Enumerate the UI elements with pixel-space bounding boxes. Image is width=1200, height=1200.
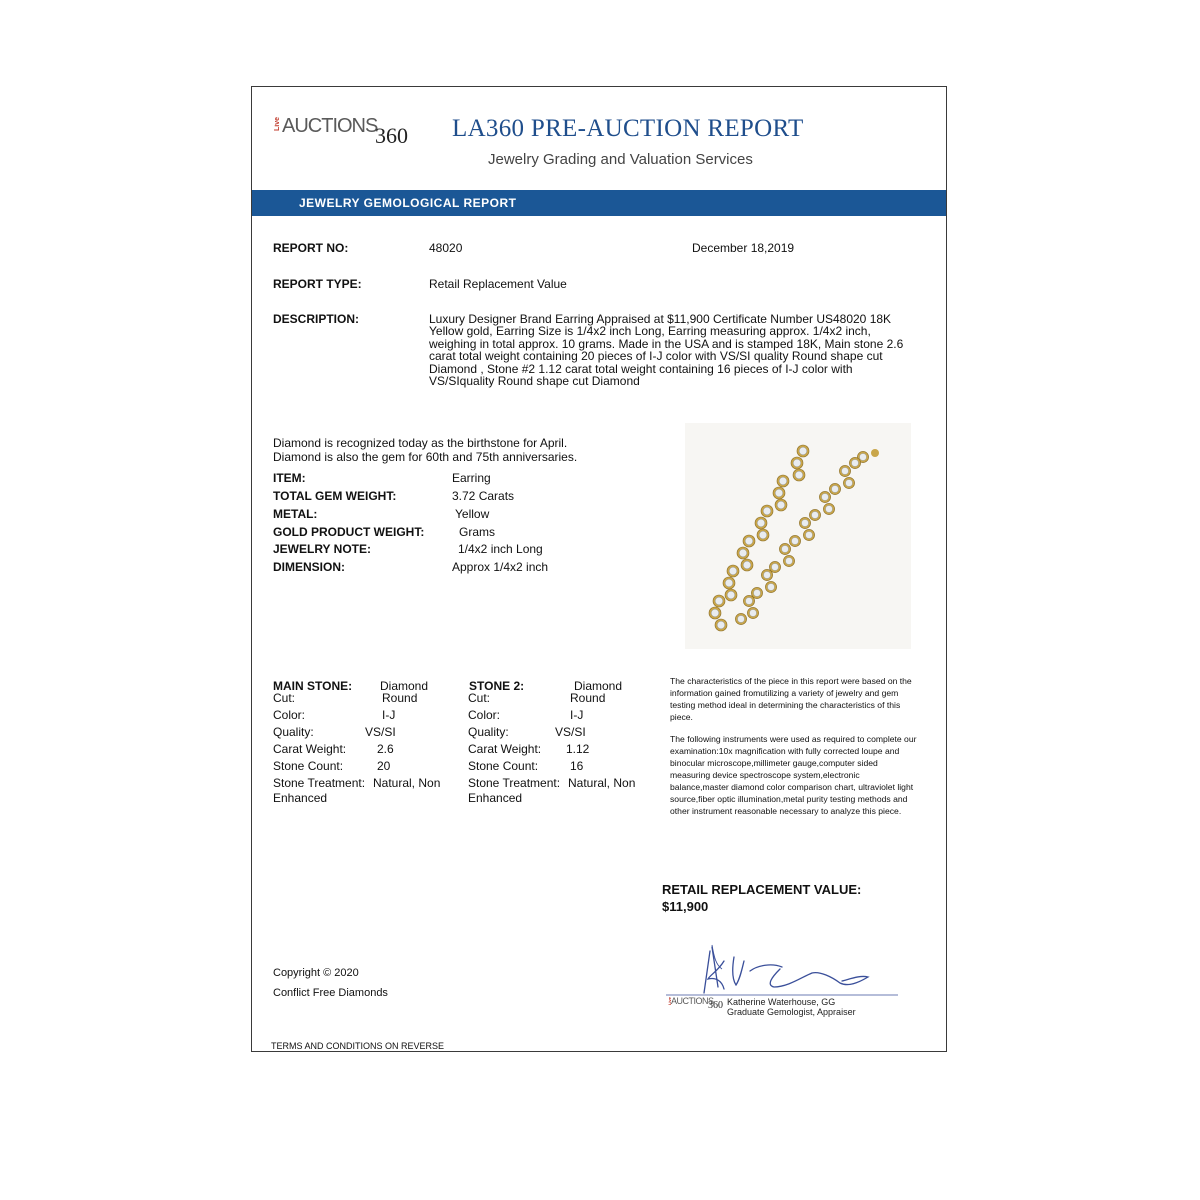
bezel-diamond — [793, 469, 805, 481]
banner-label: JEWELRY GEMOLOGICAL REPORT — [299, 196, 517, 210]
logo-360-text: 360 — [375, 123, 408, 148]
report-type-label: REPORT TYPE: — [273, 277, 362, 291]
gold-weight-value: Grams — [459, 525, 495, 539]
stone2-cut: Round — [570, 691, 606, 705]
main-stone-name: Diamond — [380, 679, 429, 693]
bezel-diamond — [755, 517, 767, 529]
sig-logo-360: 360 — [708, 1000, 723, 1011]
bezel-diamond — [829, 483, 840, 494]
bezel-diamond — [809, 509, 820, 520]
stone2-cut-label: Cut: — [468, 691, 491, 705]
bezel-diamond — [791, 457, 803, 469]
examination-notes — [670, 675, 920, 827]
bezel-diamond — [779, 543, 790, 554]
report-type-value: Retail Replacement Value — [429, 277, 567, 291]
bezel-diamond — [823, 503, 834, 514]
description-label: DESCRIPTION: — [273, 312, 360, 326]
appraiser-name: Katherine Waterhouse, GG — [727, 997, 836, 1007]
bezel-diamond — [761, 505, 773, 517]
main-stone-treatment-cont: Enhanced — [273, 791, 328, 805]
main-stone-carat-label: Carat Weight: — [273, 742, 347, 756]
stone2-carat: 1.12 — [566, 742, 590, 756]
main-stone-treatment: Natural, Non — [373, 776, 441, 790]
stone2-heading: STONE 2: — [469, 679, 525, 693]
bezel-diamond — [723, 577, 735, 589]
stone2-color-label: Color: — [468, 708, 501, 722]
main-stone-quality-label: Quality: — [273, 725, 314, 739]
bezel-diamond — [741, 559, 753, 571]
jewelry-note-value: 1/4x2 inch Long — [458, 542, 543, 556]
main-stone-cut-label: Cut: — [273, 691, 296, 705]
stone2-treatment-cont: Enhanced — [468, 791, 523, 805]
bezel-diamond — [747, 607, 758, 618]
bezel-diamond — [773, 487, 785, 499]
metal-value: Yellow — [455, 507, 490, 521]
copyright-text: Copyright © 2020 — [273, 967, 359, 979]
terms-text: TERMS AND CONDITIONS ON REVERSE — [271, 1041, 445, 1051]
main-stone-treatment-label: Stone Treatment: — [273, 776, 366, 790]
retail-value-label: RETAIL REPLACEMENT VALUE: — [662, 882, 862, 897]
birthstone-line-2: Diamond is also the gem for 60th and 75th anniversaries. — [273, 450, 578, 464]
metal-label: METAL: — [273, 507, 318, 521]
bezel-diamond — [727, 565, 739, 577]
main-stone-color: I-J — [382, 708, 396, 722]
retail-value-block — [662, 881, 861, 915]
stone2-treatment-label: Stone Treatment: — [468, 776, 561, 790]
bezel-diamond — [725, 589, 737, 601]
bezel-diamond — [849, 457, 860, 468]
stone2-quality: VS/SI — [555, 725, 586, 739]
bezel-diamond — [737, 547, 749, 559]
birthstone-line-1: Diamond is recognized today as the birthstone for April. — [273, 436, 568, 450]
stone2-color: I-J — [570, 708, 584, 722]
report-subtitle: Jewelry Grading and Valuation Services — [488, 151, 753, 168]
description-text: Luxury Designer Brand Earring Appraised at $11,900 Certificate Number US48020 18K Yellow gold, Earring Size is 1/4x2 inch Long, Earring measuring approx. 1/4x2 inch, weighing in total approx. 10 grams. Made in the USA and is stamped 18K, Main stone 2.6 carat total weight containing 20 pieces of I-J color with VS/SI quality Round shape cut Diamond , Stone #2 1.12 carat total weight containing 16 pieces of I-J color with VS/SIquality Round shape cut Diamond — [429, 312, 904, 389]
bezel-diamond — [789, 535, 800, 546]
report-title: LA360 PRE-AUCTION REPORT — [452, 115, 804, 142]
main-stone-cut: Round — [382, 691, 418, 705]
appraiser-title: Graduate Gemologist, Appraiser — [727, 1007, 856, 1017]
bezel-diamond — [843, 477, 854, 488]
bezel-diamond — [743, 595, 754, 606]
notes-paragraph-1: The characteristics of the piece in this report were based on the information gained fromutilizing a variety of jewelry and gem testing method ideal in determining the characteristics of this piece. — [670, 676, 912, 722]
logo-auctions-text: AUCTIONS — [282, 115, 378, 137]
gold-weight-label: GOLD PRODUCT WEIGHT: — [273, 525, 425, 539]
bezel-diamond — [757, 529, 769, 541]
bezel-diamond — [799, 517, 810, 528]
section-banner — [252, 190, 946, 216]
item-value: Earring — [452, 471, 491, 485]
main-stone-count: 20 — [377, 759, 391, 773]
signature-logo — [667, 994, 727, 1012]
bezel-diamond — [735, 613, 746, 624]
bezel-diamond — [797, 445, 809, 457]
bezel-diamond — [709, 607, 721, 619]
report-sheet — [251, 86, 947, 1052]
item-label: ITEM: — [273, 471, 306, 485]
bezel-diamond — [713, 595, 725, 607]
main-stone-color-label: Color: — [273, 708, 306, 722]
earring-photo — [685, 423, 911, 649]
stone2-treatment: Natural, Non — [568, 776, 636, 790]
report-no-label: REPORT NO: — [273, 241, 349, 255]
stone2-count-label: Stone Count: — [468, 759, 539, 773]
report-no-value: 48020 — [429, 241, 463, 255]
bezel-diamond — [783, 555, 794, 566]
main-stone-carat: 2.6 — [377, 742, 394, 756]
jewelry-note-label: JEWELRY NOTE: — [273, 542, 372, 556]
bezel-diamond — [761, 569, 772, 580]
stone2-count: 16 — [570, 759, 584, 773]
dimension-label: DIMENSION: — [273, 560, 345, 574]
bezel-diamond — [775, 499, 787, 511]
notes-paragraph-2: The following instruments were used as required to complete our examination:10x magnification with fully corrected loupe and binocular microscope,millimeter gauge,computer sided measuring device spectroscope system,electronic balance,master diamond color comparison chart, ultraviolet light source,fiber optic illumination,metal purity testing methods and other instrument reasonable necessary to analyze this piece. — [670, 734, 917, 816]
sig-logo-auctions: AUCTIONS — [671, 996, 714, 1006]
bezel-diamond — [803, 529, 814, 540]
retail-value-amount: $11,900 — [662, 899, 709, 914]
main-stone-count-label: Stone Count: — [273, 759, 344, 773]
bezel-diamond — [819, 491, 830, 502]
sig-logo-live: Live — [667, 997, 672, 1006]
stone2-quality-label: Quality: — [468, 725, 509, 739]
stone2-name: Diamond — [574, 679, 623, 693]
bezel-diamond — [743, 535, 755, 547]
total-gem-weight-value: 3.72 Carats — [452, 489, 515, 503]
main-stone-quality: VS/SI — [365, 725, 396, 739]
company-logo — [274, 113, 414, 149]
total-gem-weight-label: TOTAL GEM WEIGHT: — [273, 489, 397, 503]
conflict-free-text: Conflict Free Diamonds — [273, 987, 388, 999]
logo-live-text: Live — [274, 117, 281, 132]
dimension-value: Approx 1/4x2 inch — [452, 560, 549, 574]
stone2-carat-label: Carat Weight: — [468, 742, 542, 756]
main-stone-heading: MAIN STONE: — [273, 679, 353, 693]
earring-post — [871, 449, 879, 457]
bezel-diamond — [765, 581, 776, 592]
appraiser-credit — [727, 997, 856, 1017]
earring-illustration — [685, 423, 911, 649]
bezel-diamond — [839, 465, 850, 476]
report-date: December 18,2019 — [692, 241, 795, 255]
bezel-diamond — [777, 475, 789, 487]
bezel-diamond — [715, 619, 727, 631]
